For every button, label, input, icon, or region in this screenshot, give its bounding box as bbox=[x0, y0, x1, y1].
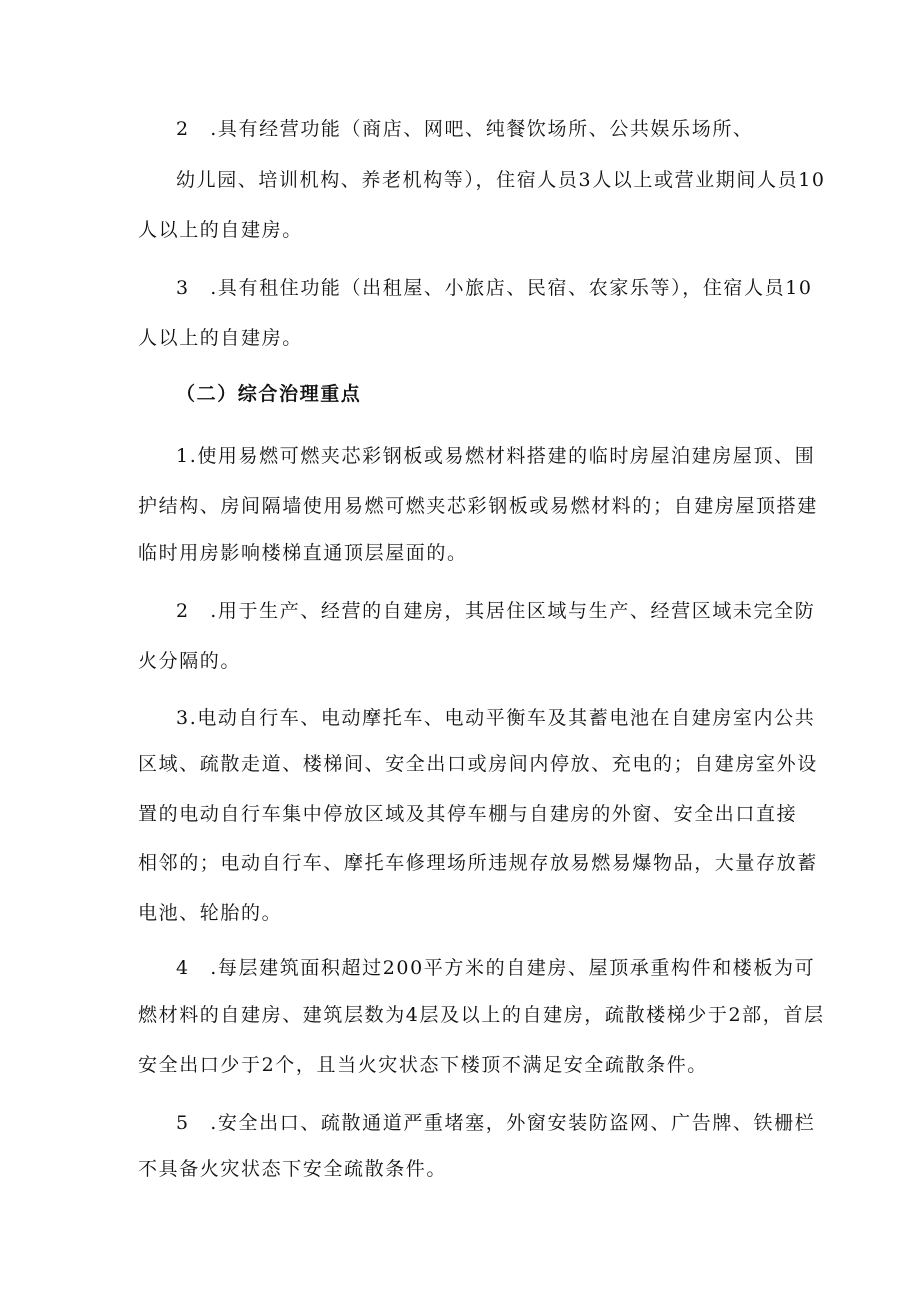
paragraph-line: 人以上的自建房。 bbox=[138, 219, 303, 241]
paragraph-line: 火分隔的。 bbox=[138, 650, 242, 672]
paragraph-line: 安全出口少于2个，且当火灾状态下楼顶不满足安全疏散条件。 bbox=[138, 1054, 708, 1076]
paragraph-line: 3 .具有租住功能（出租屋、小旅店、民宿、农家乐等），住宿人员10 bbox=[176, 277, 813, 299]
paragraph-line: 区域、疏散走道、楼梯间、安全出口或房间内停放、充电的；自建房室外设 bbox=[138, 753, 818, 775]
paragraph-line: 不具备火灾状态下安全疏散条件。 bbox=[138, 1158, 448, 1180]
section-heading: （二）综合治理重点 bbox=[176, 383, 362, 405]
paragraph-line: 1.使用易燃可燃夹芯彩钢板或易燃材料搭建的临时房屋泊建房屋顶、围 bbox=[176, 445, 816, 467]
paragraph-line: 电池、轮胎的。 bbox=[138, 902, 283, 924]
paragraph-line: 护结构、房间隔墙使用易燃可燃夹芯彩钢板或易燃材料的；自建房屋顶搭建 bbox=[138, 495, 818, 517]
paragraph-line: 幼儿园、培训机构、养老机构等），住宿人员3人以上或营业期间人员10 bbox=[176, 169, 826, 191]
paragraph-line: 4 .每层建筑面积超过200平方米的自建房、屋顶承重构件和楼板为可 bbox=[176, 957, 816, 979]
paragraph-line: 3.电动自行车、电动摩托车、电动平衡车及其蓄电池在自建房室内公共 bbox=[176, 707, 816, 729]
paragraph-line: 2 .用于生产、经营的自建房，其居住区域与生产、经营区域未完全防 bbox=[176, 600, 816, 622]
paragraph-line: 人以上的自建房。 bbox=[138, 327, 303, 349]
paragraph-line: 燃材料的自建房、建筑层数为4层及以上的自建房，疏散楼梯少于2部，首层 bbox=[138, 1004, 825, 1026]
paragraph-line: 临时用房影响楼梯直通顶层屋面的。 bbox=[138, 542, 468, 564]
paragraph-line: 5 .安全出口、疏散通道严重堵塞，外窗安装防盗网、广告牌、铁栅栏 bbox=[176, 1112, 816, 1134]
paragraph-line: 相邻的；电动自行车、摩托车修理场所违规存放易燃易爆物品，大量存放蓄 bbox=[138, 852, 818, 874]
paragraph-line: 2 .具有经营功能（商店、网吧、纯餐饮场所、公共娱乐场所、 bbox=[176, 118, 754, 140]
paragraph-line: 置的电动自行车集中停放区域及其停车棚与自建房的外窗、安全出口直接 bbox=[138, 803, 798, 825]
